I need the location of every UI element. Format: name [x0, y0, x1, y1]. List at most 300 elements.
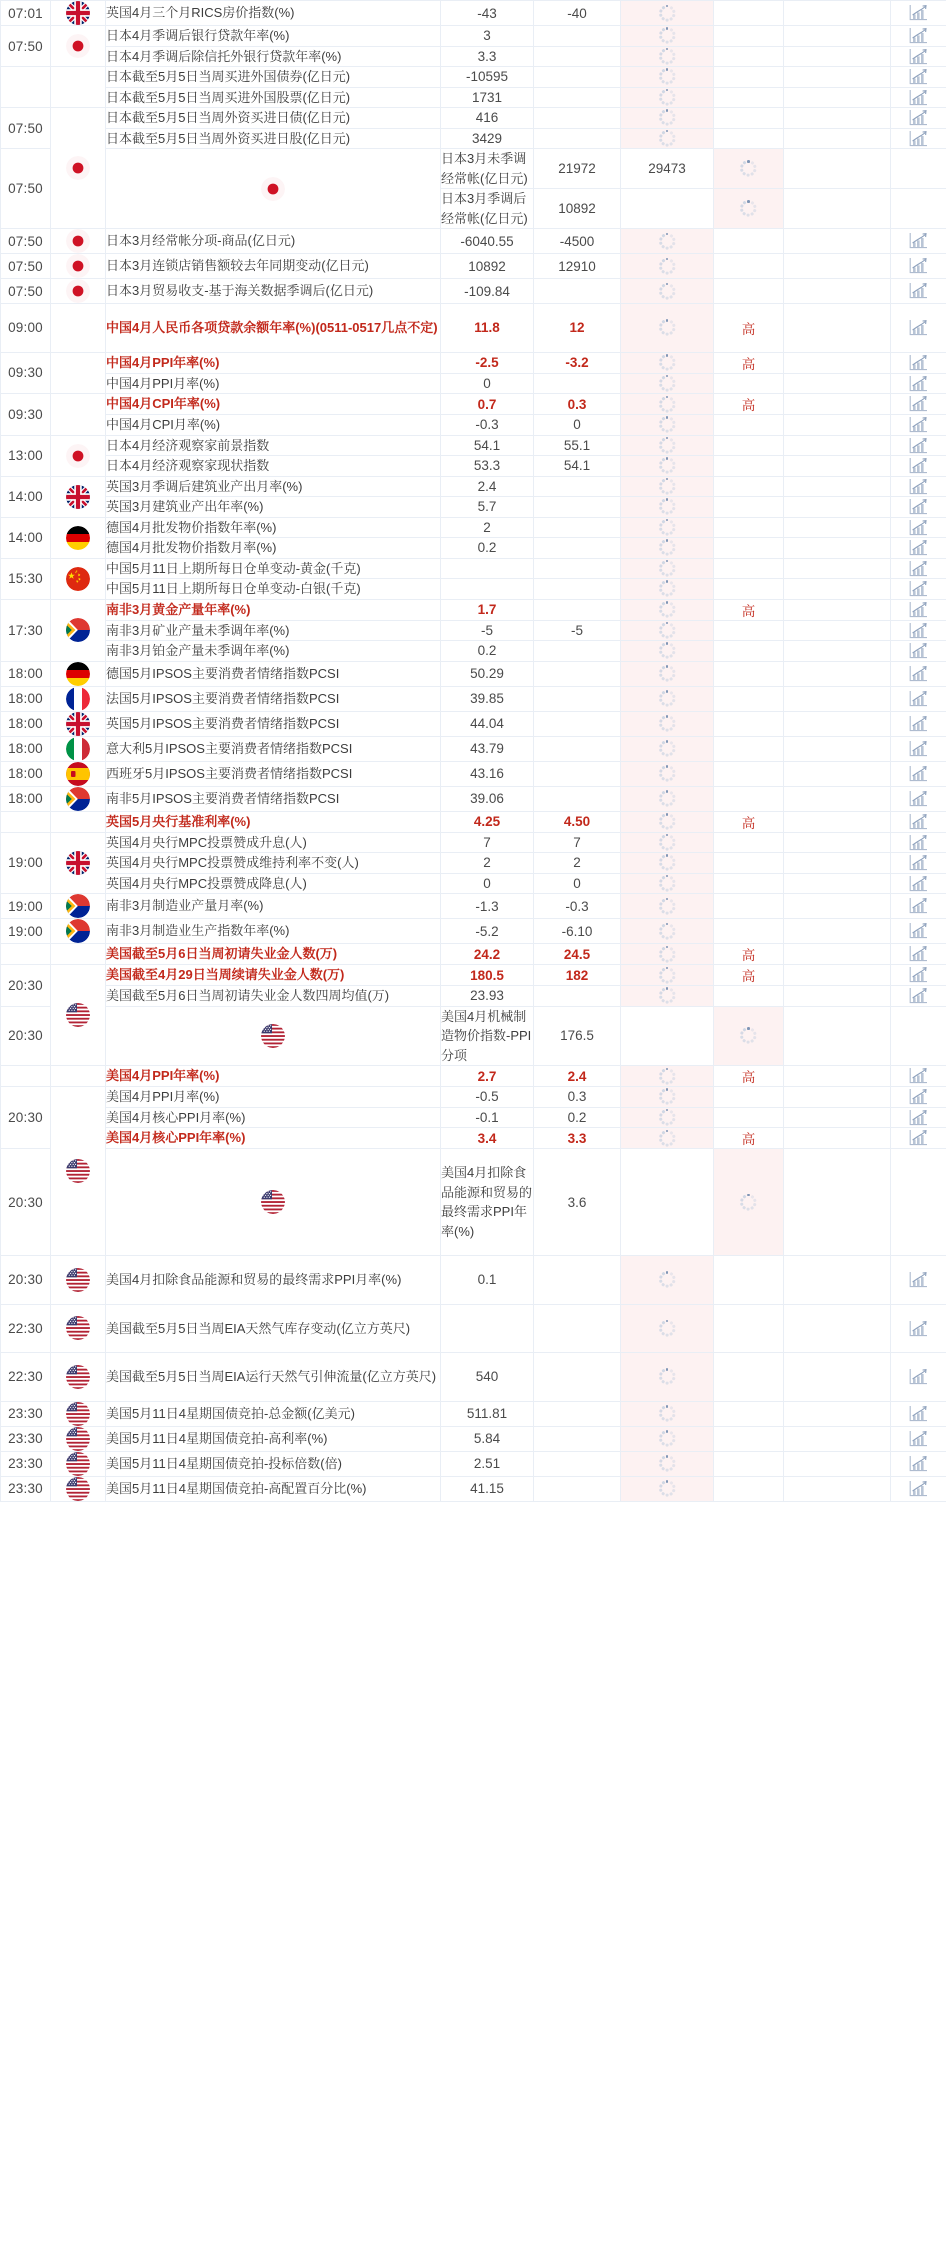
- bar-chart-icon[interactable]: [909, 875, 928, 892]
- event-name[interactable]: 美国截至5月6日当周初请失业金人数(万): [106, 944, 441, 965]
- event-name[interactable]: 日本4月经济观察家现状指数: [106, 456, 441, 477]
- event-actual-value: 3.4: [441, 1128, 534, 1149]
- event-extra-column: [784, 394, 891, 415]
- event-time: 20:30: [1, 1006, 51, 1066]
- event-time: 07:50: [1, 229, 51, 254]
- bar-chart-icon[interactable]: [909, 601, 928, 618]
- event-name[interactable]: 美国4月PPI月率(%): [106, 1087, 441, 1108]
- calendar-row[interactable]: [1, 87, 946, 108]
- event-chart-link[interactable]: [891, 558, 946, 579]
- event-name[interactable]: 美国4月机械制造物价指数-PPI分项: [441, 1006, 534, 1066]
- event-chart-link[interactable]: [891, 661, 946, 686]
- event-chart-link[interactable]: [891, 538, 946, 559]
- calendar-row[interactable]: [1, 558, 946, 579]
- event-name[interactable]: 英国4月央行MPC投票赞成维持利率不变(人): [106, 853, 441, 874]
- country-flag-cell: [51, 352, 106, 394]
- event-chart-link[interactable]: [891, 986, 946, 1007]
- bar-chart-icon[interactable]: [909, 437, 928, 454]
- bar-chart-icon[interactable]: [909, 27, 928, 44]
- calendar-row[interactable]: [1, 1256, 946, 1305]
- event-chart-link[interactable]: [891, 965, 946, 986]
- event-chart-link[interactable]: [891, 476, 946, 497]
- event-name[interactable]: 中国5月11日上期所每日仓单变动-白银(千克): [106, 579, 441, 600]
- event-name[interactable]: 英国3月建筑业产出年率(%): [106, 497, 441, 518]
- event-forecast-value: 0: [534, 873, 621, 894]
- country-flag-cell: [51, 476, 106, 517]
- event-importance: [714, 736, 784, 761]
- bar-chart-icon[interactable]: [909, 1129, 928, 1146]
- bar-chart-icon[interactable]: [909, 854, 928, 871]
- calendar-row[interactable]: [1, 1128, 946, 1149]
- event-importance: 高: [714, 599, 784, 620]
- calendar-row[interactable]: [1, 229, 946, 254]
- calendar-row[interactable]: [1, 944, 946, 965]
- event-chart-link[interactable]: [891, 853, 946, 874]
- calendar-row[interactable]: [1, 965, 946, 986]
- event-pending-value: [621, 108, 714, 129]
- event-name[interactable]: 英国5月IPSOS主要消费者情绪指数PCSI: [106, 711, 441, 736]
- event-forecast-value: 54.1: [534, 456, 621, 477]
- event-name[interactable]: 中国4月PPI年率(%): [106, 352, 441, 373]
- bar-chart-icon[interactable]: [909, 1320, 928, 1337]
- event-name[interactable]: 日本截至5月5日当周外资买进日债(亿日元): [106, 108, 441, 129]
- event-name[interactable]: 美国截至5月5日当周EIA运行天然气引伸流量(亿立方英尺): [106, 1353, 441, 1402]
- flag-icon-cn: [66, 567, 90, 591]
- event-chart-link[interactable]: [891, 1451, 946, 1476]
- event-chart-link[interactable]: [891, 517, 946, 538]
- event-name[interactable]: 日本3月未季调经常帐(亿日元): [441, 149, 534, 189]
- event-chart-link[interactable]: [891, 279, 946, 304]
- event-name[interactable]: 美国4月核心PPI月率(%): [106, 1107, 441, 1128]
- event-importance: [714, 415, 784, 436]
- calendar-row[interactable]: [1, 919, 946, 944]
- calendar-row[interactable]: [1, 686, 946, 711]
- calendar-row[interactable]: [1, 279, 946, 304]
- bar-chart-icon[interactable]: [909, 922, 928, 939]
- event-name[interactable]: 英国4月三个月RICS房价指数(%): [106, 1, 441, 26]
- event-pending-value: [621, 853, 714, 874]
- calendar-row[interactable]: [1, 832, 946, 853]
- event-actual-value: 180.5: [441, 965, 534, 986]
- event-chart-link[interactable]: [891, 394, 946, 415]
- loading-spinner-icon: [658, 1479, 676, 1497]
- event-name[interactable]: 美国截至5月6日当周初请失业金人数四周均值(万): [106, 986, 441, 1007]
- event-extra-column: [784, 1066, 891, 1087]
- event-actual-value: 1.7: [441, 599, 534, 620]
- event-time: 09:00: [1, 304, 51, 353]
- country-flag-cell: [51, 786, 106, 811]
- event-chart-link[interactable]: [891, 1353, 946, 1402]
- event-actual-value: -5: [441, 620, 534, 641]
- event-chart-link[interactable]: [891, 761, 946, 786]
- loading-spinner-icon: [658, 457, 676, 475]
- bar-chart-icon[interactable]: [909, 966, 928, 983]
- event-pending-value: [621, 736, 714, 761]
- bar-chart-icon[interactable]: [909, 897, 928, 914]
- bar-chart-icon[interactable]: [909, 478, 928, 495]
- bar-chart-icon[interactable]: [909, 1368, 928, 1385]
- bar-chart-icon[interactable]: [909, 257, 928, 274]
- event-chart-link[interactable]: [891, 711, 946, 736]
- event-name[interactable]: 美国截至5月5日当周EIA天然气库存变动(亿立方英尺): [106, 1304, 441, 1353]
- event-name[interactable]: 中国4月PPI月率(%): [106, 373, 441, 394]
- event-extra-column: [891, 189, 946, 229]
- event-name[interactable]: 西班牙5月IPSOS主要消费者情绪指数PCSI: [106, 761, 441, 786]
- event-name[interactable]: 南非3月矿业产量未季调年率(%): [106, 620, 441, 641]
- event-chart-link[interactable]: [891, 944, 946, 965]
- event-importance: [714, 456, 784, 477]
- event-name[interactable]: 南非3月制造业产量月率(%): [106, 894, 441, 919]
- event-chart-link[interactable]: [891, 832, 946, 853]
- event-name[interactable]: 美国截至4月29日当周续请失业金人数(万): [106, 965, 441, 986]
- event-time: 20:30: [1, 965, 51, 1007]
- event-pending-value: [621, 894, 714, 919]
- calendar-row[interactable]: [1, 108, 946, 129]
- event-chart-link[interactable]: [891, 641, 946, 662]
- event-pending-value: [714, 1006, 784, 1066]
- event-name[interactable]: 德国4月批发物价指数年率(%): [106, 517, 441, 538]
- event-pending-value: [621, 599, 714, 620]
- calendar-row[interactable]: [1, 26, 946, 47]
- bar-chart-icon[interactable]: [909, 580, 928, 597]
- event-name[interactable]: 英国4月央行MPC投票赞成降息(人): [106, 873, 441, 894]
- calendar-row[interactable]: [1, 497, 946, 518]
- event-chart-link[interactable]: [891, 1426, 946, 1451]
- event-forecast-value: [534, 46, 621, 67]
- calendar-row[interactable]: [1, 599, 946, 620]
- calendar-row[interactable]: [1, 435, 946, 456]
- event-chart-link[interactable]: [891, 415, 946, 436]
- loading-spinner-icon: [658, 897, 676, 915]
- calendar-row[interactable]: [1, 304, 946, 353]
- bar-chart-icon[interactable]: [909, 395, 928, 412]
- event-extra-column: [784, 853, 891, 874]
- calendar-row[interactable]: [1, 853, 946, 874]
- event-time: 18:00: [1, 661, 51, 686]
- calendar-row[interactable]: [1, 538, 946, 559]
- flag-icon-us: [261, 1024, 285, 1048]
- event-chart-link[interactable]: [891, 108, 946, 129]
- calendar-row[interactable]: [1, 254, 946, 279]
- event-name[interactable]: 日本4月季调后除信托外银行贷款年率(%): [106, 46, 441, 67]
- event-extra-column: [784, 517, 891, 538]
- event-chart-link[interactable]: [891, 736, 946, 761]
- event-forecast-value: [621, 1149, 714, 1256]
- flag-icon-us: [66, 1427, 90, 1451]
- event-importance: [714, 786, 784, 811]
- bar-chart-icon[interactable]: [909, 4, 928, 21]
- event-name[interactable]: 日本4月季调后银行贷款年率(%): [106, 26, 441, 47]
- calendar-row[interactable]: [1, 67, 946, 88]
- calendar-row[interactable]: [1, 1401, 946, 1426]
- event-extra-column: [784, 1304, 891, 1353]
- calendar-row[interactable]: [1, 641, 946, 662]
- event-chart-link[interactable]: [891, 1256, 946, 1305]
- event-chart-link[interactable]: [891, 1304, 946, 1353]
- calendar-row[interactable]: [1, 873, 946, 894]
- event-chart-link[interactable]: [891, 229, 946, 254]
- event-chart-link[interactable]: [891, 254, 946, 279]
- event-chart-link[interactable]: [891, 686, 946, 711]
- event-chart-link[interactable]: [891, 811, 946, 832]
- event-actual-value: 43.79: [441, 736, 534, 761]
- event-name[interactable]: 英国5月央行基准利率(%): [106, 811, 441, 832]
- calendar-row[interactable]: [1, 1426, 946, 1451]
- bar-chart-icon[interactable]: [909, 109, 928, 126]
- calendar-row[interactable]: [1, 394, 946, 415]
- event-name[interactable]: 英国4月央行MPC投票赞成升息(人): [106, 832, 441, 853]
- bar-chart-icon[interactable]: [909, 519, 928, 536]
- bar-chart-icon[interactable]: [909, 642, 928, 659]
- event-chart-link[interactable]: [891, 873, 946, 894]
- bar-chart-icon[interactable]: [909, 560, 928, 577]
- bar-chart-icon[interactable]: [909, 457, 928, 474]
- calendar-row[interactable]: [1, 736, 946, 761]
- bar-chart-icon[interactable]: [909, 498, 928, 515]
- event-importance: [714, 128, 784, 149]
- event-name[interactable]: 中国4月CPI年率(%): [106, 394, 441, 415]
- calendar-row[interactable]: [1, 128, 946, 149]
- loading-spinner-icon: [658, 47, 676, 65]
- event-chart-link[interactable]: [891, 26, 946, 47]
- loading-spinner-icon: [658, 88, 676, 106]
- bar-chart-icon[interactable]: [909, 48, 928, 65]
- event-name[interactable]: 日本4月经济观察家前景指数: [106, 435, 441, 456]
- event-chart-link[interactable]: [891, 1401, 946, 1426]
- event-name[interactable]: 日本3月贸易收支-基于海关数据季调后(亿日元): [106, 279, 441, 304]
- calendar-row[interactable]: [1, 786, 946, 811]
- loading-spinner-icon: [658, 621, 676, 639]
- bar-chart-icon[interactable]: [909, 945, 928, 962]
- bar-chart-icon[interactable]: [909, 130, 928, 147]
- bar-chart-icon[interactable]: [909, 354, 928, 371]
- flag-icon-jp: [66, 229, 90, 253]
- bar-chart-icon[interactable]: [909, 715, 928, 732]
- event-extra-column: [784, 229, 891, 254]
- event-name[interactable]: 南非3月制造业生产指数年率(%): [106, 919, 441, 944]
- event-time: 07:50: [1, 108, 51, 149]
- calendar-row[interactable]: [1, 761, 946, 786]
- event-time: 09:30: [1, 394, 51, 436]
- event-name[interactable]: 日本3月季调后经常帐(亿日元): [441, 189, 534, 229]
- calendar-row[interactable]: [1, 415, 946, 436]
- event-name[interactable]: 日本截至5月5日当周外资买进日股(亿日元): [106, 128, 441, 149]
- country-flag-cell: [51, 1353, 106, 1402]
- event-chart-link[interactable]: [891, 1128, 946, 1149]
- event-name[interactable]: 中国5月11日上期所每日仓单变动-黄金(千克): [106, 558, 441, 579]
- event-name[interactable]: 美国4月扣除食品能源和贸易的最终需求PPI月率(%): [106, 1256, 441, 1305]
- calendar-row[interactable]: [1, 1353, 946, 1402]
- event-name[interactable]: 南非3月铂金产量未季调年率(%): [106, 641, 441, 662]
- event-name[interactable]: 日本截至5月5日当周买进外国债券(亿日元): [106, 67, 441, 88]
- calendar-row[interactable]: [1, 1304, 946, 1353]
- bar-chart-icon[interactable]: [909, 665, 928, 682]
- event-chart-link[interactable]: [891, 87, 946, 108]
- event-chart-link[interactable]: [891, 456, 946, 477]
- calendar-row[interactable]: [1, 352, 946, 373]
- country-flag-cell: [106, 149, 441, 229]
- loading-spinner-icon: [658, 282, 676, 300]
- event-chart-link[interactable]: [891, 1066, 946, 1087]
- event-importance: [714, 279, 784, 304]
- event-pending-value: [714, 1149, 784, 1256]
- bar-chart-icon[interactable]: [909, 765, 928, 782]
- event-name[interactable]: 美国5月11日4星期国债竞拍-高利率(%): [106, 1426, 441, 1451]
- bar-chart-icon[interactable]: [909, 539, 928, 556]
- bar-chart-icon[interactable]: [909, 813, 928, 830]
- event-chart-link[interactable]: [891, 497, 946, 518]
- bar-chart-icon[interactable]: [909, 834, 928, 851]
- bar-chart-icon[interactable]: [909, 987, 928, 1004]
- bar-chart-icon[interactable]: [909, 89, 928, 106]
- calendar-row[interactable]: [1, 661, 946, 686]
- calendar-row[interactable]: [1, 1087, 946, 1108]
- calendar-row[interactable]: [1, 1149, 946, 1256]
- event-name[interactable]: 美国5月11日4星期国债竞拍-总金额(亿美元): [106, 1401, 441, 1426]
- bar-chart-icon[interactable]: [909, 622, 928, 639]
- event-chart-link[interactable]: [891, 46, 946, 67]
- bar-chart-icon[interactable]: [909, 690, 928, 707]
- event-importance: [714, 894, 784, 919]
- calendar-row[interactable]: [1, 1476, 946, 1501]
- event-actual-value: 23.93: [441, 986, 534, 1007]
- country-flag-cell: [51, 761, 106, 786]
- event-chart-link[interactable]: [891, 894, 946, 919]
- event-chart-link[interactable]: [891, 304, 946, 353]
- calendar-row[interactable]: [1, 517, 946, 538]
- event-actual-value: -5.2: [441, 919, 534, 944]
- bar-chart-icon[interactable]: [909, 282, 928, 299]
- event-chart-link[interactable]: [891, 352, 946, 373]
- event-pending-value: [621, 832, 714, 853]
- event-chart-link[interactable]: [891, 435, 946, 456]
- event-name[interactable]: 美国4月核心PPI年率(%): [106, 1128, 441, 1149]
- event-chart-link[interactable]: [891, 919, 946, 944]
- calendar-row[interactable]: [1, 1066, 946, 1087]
- bar-chart-icon[interactable]: [909, 790, 928, 807]
- event-name[interactable]: 美国5月11日4星期国债竞拍-高配置百分比(%): [106, 1476, 441, 1501]
- event-actual-value: 3.6: [534, 1149, 621, 1256]
- event-name[interactable]: 美国5月11日4星期国债竞拍-投标倍数(倍): [106, 1451, 441, 1476]
- calendar-row[interactable]: [1, 1107, 946, 1128]
- calendar-row[interactable]: [1, 46, 946, 67]
- bar-chart-icon[interactable]: [909, 1067, 928, 1084]
- calendar-row[interactable]: [1, 894, 946, 919]
- event-name[interactable]: 德国4月批发物价指数月率(%): [106, 538, 441, 559]
- event-name[interactable]: 美国4月扣除食品能源和贸易的最终需求PPI年率(%): [441, 1149, 534, 1256]
- flag-icon-uk: [66, 485, 90, 509]
- event-forecast-value: -6.10: [534, 919, 621, 944]
- event-chart-link[interactable]: [891, 1087, 946, 1108]
- event-name[interactable]: 美国4月PPI年率(%): [106, 1066, 441, 1087]
- event-name[interactable]: 日本截至5月5日当周买进外国股票(亿日元): [106, 87, 441, 108]
- event-chart-link[interactable]: [891, 786, 946, 811]
- event-forecast-value: [534, 476, 621, 497]
- event-chart-link[interactable]: [891, 373, 946, 394]
- bar-chart-icon[interactable]: [909, 1271, 928, 1288]
- event-chart-link[interactable]: [891, 67, 946, 88]
- bar-chart-icon[interactable]: [909, 1088, 928, 1105]
- loading-spinner-icon: [658, 1067, 676, 1085]
- event-name[interactable]: 法国5月IPSOS主要消费者情绪指数PCSI: [106, 686, 441, 711]
- bar-chart-icon[interactable]: [909, 68, 928, 85]
- event-chart-link[interactable]: [891, 128, 946, 149]
- bar-chart-icon[interactable]: [909, 1109, 928, 1126]
- country-flag-cell-empty: [51, 811, 106, 832]
- event-chart-link[interactable]: [891, 620, 946, 641]
- calendar-row[interactable]: [1, 476, 946, 497]
- event-name[interactable]: 南非5月IPSOS主要消费者情绪指数PCSI: [106, 786, 441, 811]
- event-forecast-value: 0: [534, 415, 621, 436]
- event-name[interactable]: 中国4月人民币各项贷款余额年率(%)(0511-0517几点不定): [106, 304, 441, 353]
- bar-chart-icon[interactable]: [909, 319, 928, 336]
- event-name[interactable]: 日本3月经常帐分项-商品(亿日元): [106, 229, 441, 254]
- calendar-row[interactable]: [1, 456, 946, 477]
- bar-chart-icon[interactable]: [909, 1405, 928, 1422]
- event-name[interactable]: 南非3月黄金产量年率(%): [106, 599, 441, 620]
- bar-chart-icon[interactable]: [909, 375, 928, 392]
- calendar-row[interactable]: [1, 579, 946, 600]
- bar-chart-icon[interactable]: [909, 1455, 928, 1472]
- country-flag-cell: [51, 108, 106, 229]
- country-flag-cell: [51, 26, 106, 67]
- event-chart-link[interactable]: [891, 579, 946, 600]
- event-chart-link[interactable]: [891, 599, 946, 620]
- event-name[interactable]: 德国5月IPSOS主要消费者情绪指数PCSI: [106, 661, 441, 686]
- loading-spinner-icon: [658, 874, 676, 892]
- event-chart-link[interactable]: [891, 1, 946, 26]
- country-flag-cell: [51, 304, 106, 353]
- event-extra-column: [784, 736, 891, 761]
- event-name[interactable]: 英国3月季调后建筑业产出月率(%): [106, 476, 441, 497]
- event-chart-link[interactable]: [891, 1476, 946, 1501]
- event-actual-value: 39.06: [441, 786, 534, 811]
- calendar-row[interactable]: [1, 986, 946, 1007]
- calendar-row[interactable]: [1, 620, 946, 641]
- country-flag-cell-empty: [51, 944, 106, 965]
- loading-spinner-icon: [658, 812, 676, 830]
- event-pending-value: [621, 128, 714, 149]
- calendar-row[interactable]: [1, 373, 946, 394]
- calendar-row[interactable]: [1, 1451, 946, 1476]
- calendar-row[interactable]: [1, 149, 946, 189]
- calendar-row[interactable]: [1, 1006, 946, 1066]
- calendar-row[interactable]: [1, 1, 946, 26]
- calendar-row[interactable]: [1, 711, 946, 736]
- event-pending-value: [621, 87, 714, 108]
- event-name[interactable]: 中国4月CPI月率(%): [106, 415, 441, 436]
- calendar-row[interactable]: [1, 811, 946, 832]
- event-name[interactable]: 意大利5月IPSOS主要消费者情绪指数PCSI: [106, 736, 441, 761]
- event-forecast-value: 29473: [621, 149, 714, 189]
- bar-chart-icon[interactable]: [909, 1430, 928, 1447]
- event-chart-link[interactable]: [891, 1107, 946, 1128]
- event-actual-value: -1.3: [441, 894, 534, 919]
- event-pending-value: [621, 711, 714, 736]
- country-flag-cell: [51, 1087, 106, 1256]
- event-name[interactable]: 日本3月连锁店销售额较去年同期变动(亿日元): [106, 254, 441, 279]
- bar-chart-icon[interactable]: [909, 416, 928, 433]
- flag-icon-us: [66, 1477, 90, 1501]
- event-forecast-value: 0.2: [534, 1107, 621, 1128]
- bar-chart-icon[interactable]: [909, 740, 928, 757]
- loading-spinner-icon: [658, 477, 676, 495]
- bar-chart-icon[interactable]: [909, 1480, 928, 1497]
- event-actual-value: 0.7: [441, 394, 534, 415]
- event-forecast-value: [534, 558, 621, 579]
- bar-chart-icon[interactable]: [909, 232, 928, 249]
- event-pending-value: [621, 1087, 714, 1108]
